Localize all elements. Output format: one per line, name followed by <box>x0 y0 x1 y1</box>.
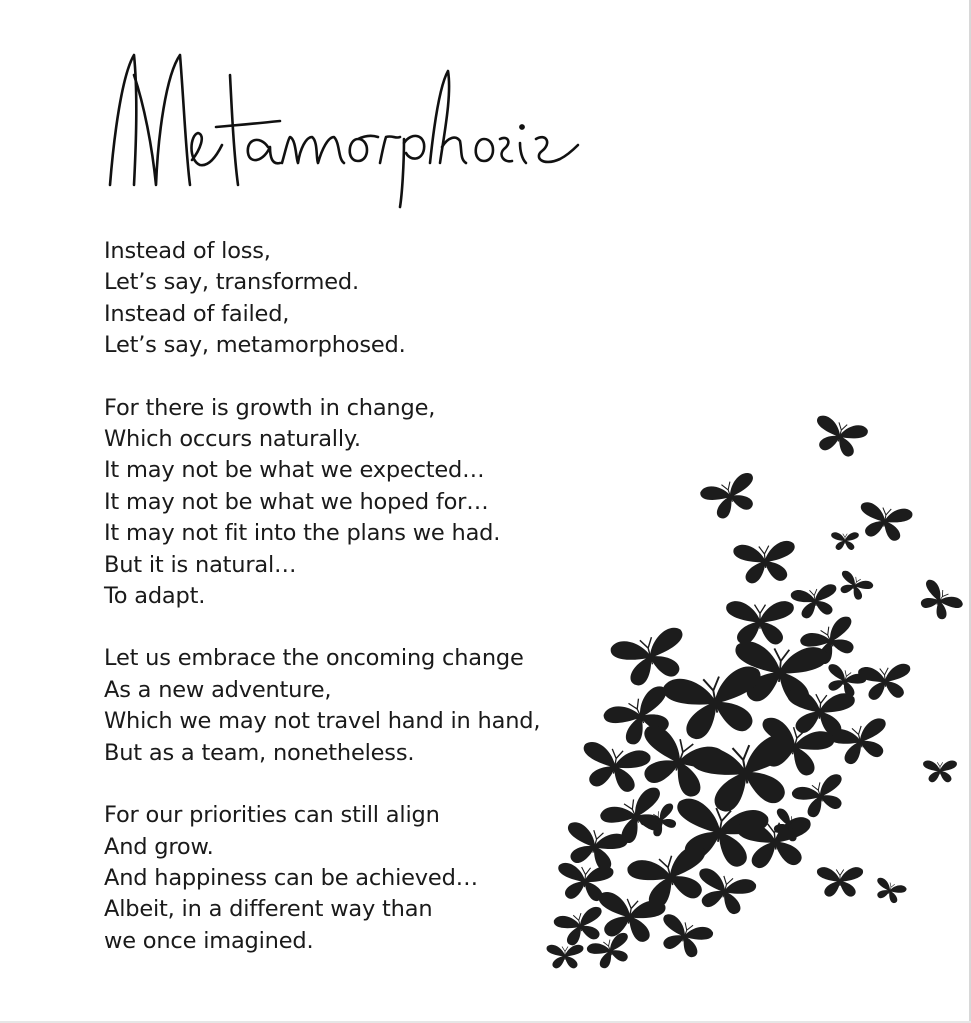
butterfly-icon <box>858 663 913 701</box>
poem-line: But it is natural… <box>104 551 297 578</box>
title-lettering <box>100 35 590 215</box>
butterfly-icon <box>726 601 794 644</box>
butterfly-icon <box>856 501 913 543</box>
poem-line: Instead of failed, <box>104 300 290 327</box>
poem-line: Instead of loss, <box>104 238 271 264</box>
poem-line: It may not be what we expected… <box>104 457 485 484</box>
poem-line: As a new adventure, <box>104 676 332 703</box>
poem-line: And happiness can be achieved… <box>104 864 478 891</box>
butterfly-icon <box>662 664 770 743</box>
butterfly-icon <box>923 761 957 783</box>
butterfly-icon <box>913 578 964 625</box>
butterfly-icon <box>699 471 763 523</box>
butterfly-icon <box>810 414 869 460</box>
butterfly-icon <box>733 540 798 585</box>
poem-line: To adapt. <box>104 583 206 610</box>
poem-line: we once imagined. <box>104 927 314 954</box>
poem-stanza <box>104 643 624 769</box>
poem-body <box>104 236 624 957</box>
butterfly-icon <box>817 867 863 897</box>
butterfly-icon <box>790 772 851 821</box>
butterfly-icon <box>654 912 715 961</box>
poem-line: It may not fit into the plans we had. <box>104 520 501 547</box>
poem-line: Albeit, in a different way than <box>104 896 433 923</box>
poem-line: Let us embrace the oncoming change <box>104 645 524 672</box>
poem-line: Which occurs naturally. <box>104 426 361 453</box>
poem-line: For our priorities can still align <box>104 802 440 829</box>
butterfly-icon <box>790 583 841 620</box>
poem-line: Let’s say, transformed. <box>104 269 359 296</box>
poem-line: It may not be what we hoped for… <box>104 488 489 515</box>
butterfly-icon <box>834 569 874 603</box>
poem-line: Let’s say, metamorphosed. <box>104 332 406 359</box>
butterfly-icon <box>831 532 859 550</box>
butterfly-icon <box>688 732 803 816</box>
poem-line: But as a team, nonetheless. <box>104 739 415 766</box>
poem-line: For there is growth in change, <box>104 394 436 421</box>
poem-line: Which we may not travel hand in hand, <box>104 708 541 735</box>
poem-stanza <box>104 236 624 362</box>
page-title <box>100 35 590 215</box>
butterfly-icon <box>872 877 908 906</box>
poem-stanza <box>104 800 624 957</box>
poem-stanza <box>104 393 624 613</box>
poem-line: And grow. <box>104 833 214 860</box>
